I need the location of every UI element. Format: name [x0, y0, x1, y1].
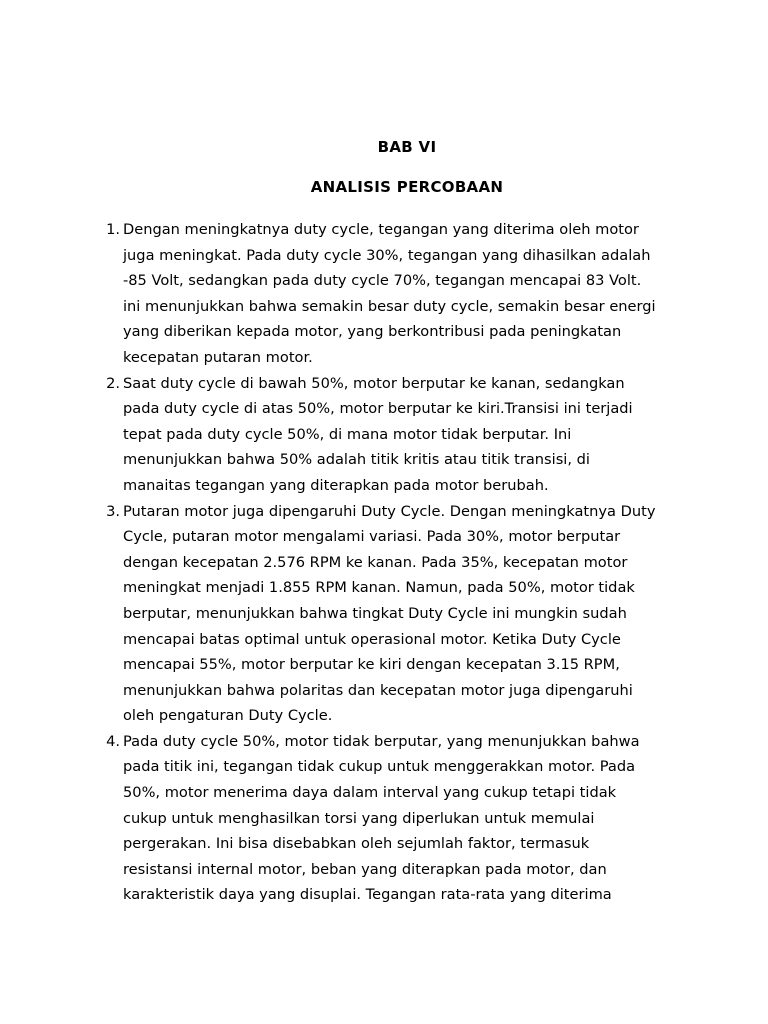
list-item: [0, 371, 768, 499]
list-item-number: 2.: [106, 374, 120, 392]
list-item-text: Putaran motor juga dipengaruhi Duty Cycle. Dengan meningkatnya Duty Cycle, putaran motor mengalami variasi. Pada 30%, motor berputar dengan kecepatan 2.576 RPM ke kanan. Pada 35%, kecepatan motor meningkat menjadi 1.855 RPM kanan. Namun, pada 50%, motor tidak berputar, menunjukkan bahwa tingkat Duty Cycle ini mungkin sudah mencapai batas optimal untuk operasional motor. Ketika Duty Cycle mencapai 55%, motor berputar ke kiri dengan kecepatan 3.15 RPM, menunjukkan bahwa polaritas dan kecepatan motor juga dipengaruhi oleh pengaturan Duty Cycle.: [123, 502, 656, 725]
analysis-list: [0, 217, 768, 908]
section-title: ANALISIS PERCOBAAN: [310, 178, 504, 196]
list-item-number: 1.: [106, 221, 120, 238]
list-item: [0, 217, 768, 371]
list-item-number: 4.: [106, 732, 120, 750]
list-item-number: 3.: [106, 502, 120, 520]
list-item: [0, 499, 768, 729]
list-item-text: Pada duty cycle 50%, motor tidak berputar, yang menunjukkan bahwa pada titik ini, tegangan tidak cukup untuk menggerakkan motor. Pada 50%, motor menerima daya dalam interval yang cukup tetapi tidak cukup untuk menghasilkan torsi yang diperlukan untuk memulai pergerakan. Ini bisa disebabkan oleh sejumlah faktor, termasuk resistansi internal motor, beban yang diterapkan pada motor, dan karakteristik daya yang disuplai. Tegangan rata-rata yang diterima: [123, 732, 640, 904]
list-item-text: Saat duty cycle di bawah 50%, motor berputar ke kanan, sedangkan pada duty cycle di atas 50%, motor berputar ke kiri.Transisi ini terjadi tepat pada duty cycle 50%, di mana motor tidak berputar. Ini menunjukkan bahwa 50% adalah titik kritis atau titik transisi, di manaitas tegangan yang diterapkan pada motor berubah.: [123, 374, 633, 494]
list-item: [0, 729, 768, 908]
chapter-heading: BAB VI: [377, 138, 437, 156]
list-item-text: Dengan meningkatnya duty cycle, tegangan yang diterima oleh motor juga meningkat. Pada duty cycle 30%, tegangan yang dihasilkan adalah -85 Volt, sedangkan pada duty cycle 70%, tegangan mencapai 83 Volt. ini menunjukkan bahwa semakin besar duty cycle, semakin besar energi yang diberikan kepada motor, yang berkontribusi pada peningkatan kecepatan putaran motor.: [123, 221, 656, 366]
